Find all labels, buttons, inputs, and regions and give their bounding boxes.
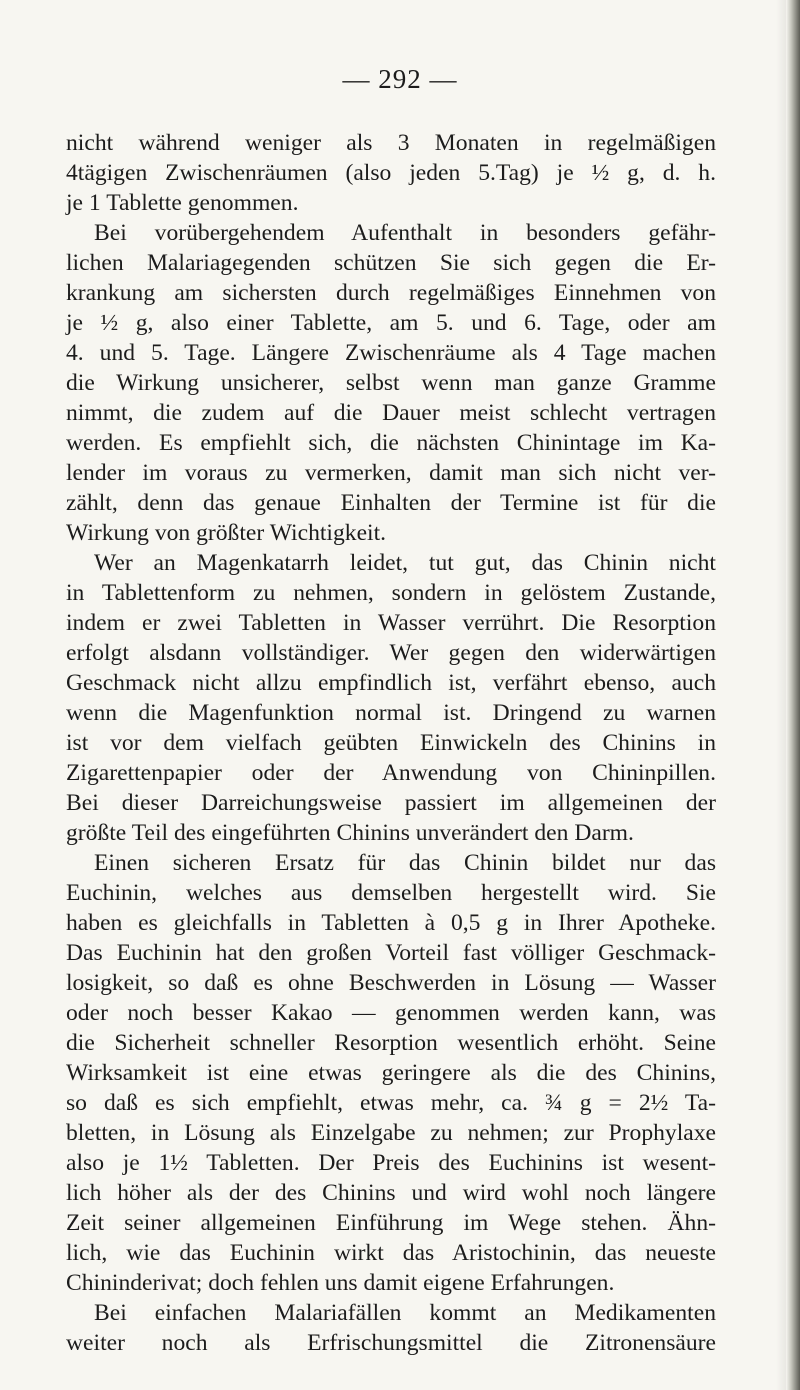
text-line: in Tablettenform zu nehmen, sondern in gelöstem Zustande, [66,580,716,606]
text-line: Bei dieser Darreichungsweise passiert im allgemeinen der [66,790,716,816]
text-line: 4tägigen Zwischenräumen (also jeden 5.Tag) je ½ g, d. h. [66,160,716,186]
text-line: lich höher als der des Chinins und wird wohl noch längere [66,1180,716,1206]
text-line: Chininderivat; doch fehlen uns damit eigene Erfahrungen. [66,1270,615,1296]
text-line: Wer an Magenkatarrh leidet, tut gut, das Chinin nicht [94,550,716,576]
page-number: — 292 — [342,64,458,94]
text-line: erfolgt alsdann vollständiger. Wer gegen den widerwärtigen [66,640,716,666]
text-line: zählt, denn das genaue Einhalten der Termine ist für die [66,490,716,516]
text-line: Bei einfachen Malariafällen kommt an Medikamenten [94,1300,716,1326]
text-line: je ½ g, also einer Tablette, am 5. und 6. Tage, oder am [66,310,716,336]
body-text [66,128,716,1358]
text-line: nimmt, die zudem auf die Dauer meist schlecht vertragen [66,400,716,426]
text-line: wenn die Magenfunktion normal ist. Dringend zu warnen [66,700,716,726]
text-line: ist vor dem vielfach geübten Einwickeln des Chinins in [66,730,716,756]
text-line: Wirksamkeit ist eine etwas geringere als die des Chinins, [66,1060,716,1086]
text-line: Geschmack nicht allzu empfindlich ist, verfährt ebenso, auch [66,670,716,696]
text-line: oder noch besser Kakao — genommen werden kann, was [66,1000,716,1026]
text-line: die Sicherheit schneller Resorption wesentlich erhöht. Seine [66,1030,716,1056]
text-line: die Wirkung unsicherer, selbst wenn man ganze Gramme [66,370,716,396]
text-line: indem er zwei Tabletten in Wasser verrührt. Die Resorption [66,610,716,636]
text-line: also je 1½ Tabletten. Der Preis des Euchinins ist wesent- [66,1150,716,1176]
text-line: Das Euchinin hat den großen Vorteil fast völliger Geschmack- [66,940,716,966]
text-line: je 1 Tablette genommen. [66,190,299,216]
text-line: lichen Malariagegenden schützen Sie sich gegen die Er- [66,250,716,276]
text-line: 4. und 5. Tage. Längere Zwischenräume als 4 Tage machen [66,340,716,366]
text-line: größte Teil des eingeführten Chinins unverändert den Darm. [66,820,634,846]
text-line: krankung am sichersten durch regelmäßiges Einnehmen von [66,280,716,306]
text-line: lender im voraus zu vermerken, damit man sich nicht ver- [66,460,716,486]
text-line: Zigarettenpapier oder der Anwendung von Chininpillen. [66,760,716,786]
text-line: so daß es sich empfiehlt, etwas mehr, ca. ¾ g = 2½ Ta- [66,1090,716,1116]
text-line: Zeit seiner allgemeinen Einführung im Wege stehen. Ähn- [66,1210,716,1236]
text-line: Bei vorübergehendem Aufenthalt in besonders gefähr- [94,220,716,246]
text-line: haben es gleichfalls in Tabletten à 0,5 g in Ihrer Apotheke. [66,910,716,936]
text-line: weiter noch als Erfrischungsmittel die Zitronensäure [66,1330,716,1356]
text-line: Wirkung von größter Wichtigkeit. [66,520,387,546]
text-line: losigkeit, so daß es ohne Beschwerden in Lösung — Wasser [66,970,716,996]
text-line: bletten, in Lösung als Einzelgabe zu nehmen; zur Prophylaxe [66,1120,716,1146]
text-line: Einen sicheren Ersatz für das Chinin bildet nur das [94,850,716,876]
text-line: lich, wie das Euchinin wirkt das Aristochinin, das neueste [66,1240,716,1266]
text-line: nicht während weniger als 3 Monaten in regelmäßigen [66,130,716,156]
page-edge [786,0,800,1390]
page-edge-shadow [776,0,786,1390]
text-line: werden. Es empfiehlt sich, die nächsten Chinintage im Ka- [66,430,716,456]
text-line: Euchinin, welches aus demselben hergestellt wird. Sie [66,880,716,906]
